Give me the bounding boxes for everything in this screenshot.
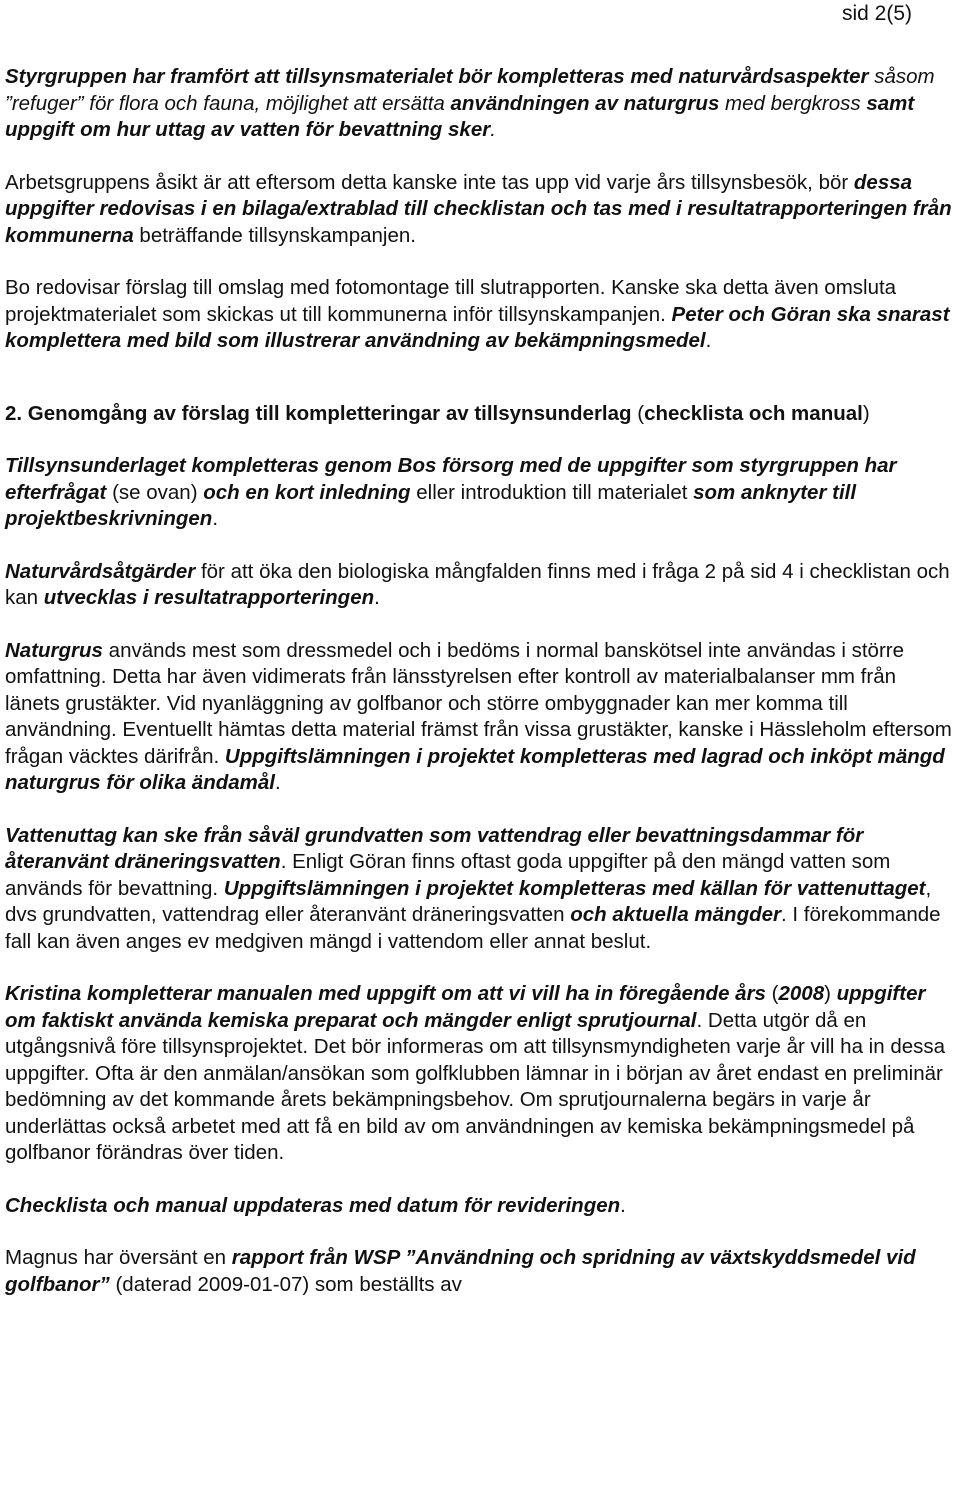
text-span: (daterad 2009-01-07) som beställts av	[109, 1272, 462, 1296]
text-span: utvecklas i resultatrapporteringen	[43, 586, 375, 609]
text-span: .	[274, 771, 281, 794]
text-span: .	[374, 586, 380, 609]
paragraph-styrgruppen	[5, 64, 955, 144]
text-span: Bo redovisar förslag till omslag med fotomontage till slutrapporten. Kanske ska detta även omsluta projektmaterialet som skickas ut till kommunerna inför tillsynskampanjen.	[5, 276, 897, 326]
paragraph-naturvardsatgarder	[5, 559, 955, 612]
text-span: .	[620, 1193, 626, 1217]
text-span: (	[631, 401, 645, 425]
text-span: . Enligt Göran finns oftast goda uppgifter på den mängd vatten som används för bevattning.	[5, 850, 891, 900]
text-span: användningen av naturgrus	[450, 91, 720, 115]
text-span: (	[765, 982, 779, 1005]
text-span: Peter och Göran ska snarast komplettera med bild som illustrerar användning av bekämpningsmedel	[5, 302, 950, 352]
text-span: Vattenuttag kan ske från såväl grundvatten som vattendrag eller bevattningsdammar för återanvänt dräneringsvatten	[5, 823, 864, 873]
text-span: 2. Genomgång av förslag till kompletteringar av tillsynsunderlag	[5, 401, 632, 425]
text-span: eller introduktion till materialet	[410, 480, 694, 504]
text-span: )	[824, 982, 837, 1005]
text-span: )	[862, 401, 870, 425]
paragraph-vattenuttag	[5, 823, 955, 956]
paragraph-bo-redovisar	[5, 275, 955, 355]
text-span: och aktuella mängder	[570, 903, 782, 926]
text-span: och en kort inledning	[203, 480, 411, 504]
text-span: .	[705, 329, 712, 352]
text-span: används mest som dressmedel och i bedöms i normal banskötsel inte användas i större omfattning. Detta har även vidimerats från länsstyrelsen efter kontroll av materialbalanser mm från länets grustäkter. Vid nyanläggning av golfbanor och större ombyggnader kan mer komma till användning. Eventuellt hämtas detta material främst från vissa grustäkter, kanske i Hässleholm eftersom frågan väcktes därifrån.	[5, 638, 952, 768]
text-span: Checklista och manual uppdateras med datum för revideringen	[5, 1193, 621, 1217]
paragraph-kristina	[5, 981, 955, 1167]
text-span: Kristina kompletterar manualen med uppgift om att vi vill ha in föregående års	[5, 982, 766, 1005]
paragraph-naturgrus	[5, 638, 955, 797]
text-span: Naturvårdsåtgärder	[5, 559, 196, 583]
text-span: Tillsynsunderlaget kompletteras genom Bos försorg med de uppgifter som styrgruppen har efterfrågat	[5, 454, 897, 504]
section-heading-2	[5, 401, 955, 428]
text-span: som anknyter till projektbeskrivningen	[5, 480, 857, 530]
text-span: för att öka den biologiska mångfalden finns med i fråga 2 på sid 4 i checklistan och kan	[5, 559, 950, 609]
paragraph-magnus	[5, 1245, 955, 1298]
text-span: Arbetsgruppens åsikt är att eftersom detta kanske inte tas upp vid varje års tillsynsbesök, bör	[5, 170, 854, 194]
text-span: . I förekommande fall kan även anges ev medgiven mängd i vattendom eller annat beslut.	[5, 903, 941, 953]
text-span: Uppgiftslämningen i projektet kompletteras med källan för vattenuttaget	[223, 876, 926, 900]
page-number: sid 2(5)	[841, 2, 912, 25]
text-span: såsom ”refuger” för flora och fauna, möjlighet att ersätta	[5, 65, 935, 115]
paragraph-tillsynsunderlaget	[5, 453, 955, 533]
paragraph-checklista	[5, 1193, 955, 1220]
text-span: Naturgrus	[5, 638, 103, 662]
text-span: rapport från WSP ”Användning och spridning av växtskyddsmedel vid golfbanor”	[5, 1246, 916, 1296]
text-span: checklista och manual	[644, 401, 863, 425]
text-span: uppgifter om faktiskt använda kemiska preparat och mängder enligt sprutjournal	[5, 982, 926, 1032]
text-span: beträffande tillsynskampanjen.	[133, 223, 416, 247]
text-span: . Detta utgör då en utgångsnivå före tillsynsprojektet. Det bör informeras om att tillsynsmyndigheten varje år vill ha in dessa uppgifter. Ofta är den anmälan/ansökan som golfklubben lämnar in i början av året endast en preliminär bedömning av det kommande årets bekämpningsbehov. Om sprutjournalerna begärs in varje år underlättas också arbetet med att få en bild av om användningen av kemiska bekämpningsmedel på golfbanor förändras över tiden.	[5, 1008, 946, 1164]
text-span: dessa uppgifter redovisas i en bilaga/extrablad till checklistan och tas med i resultatrapporteringen från kommunerna	[5, 170, 952, 247]
text-span: samt uppgift om hur uttag av vatten för bevattning sker	[5, 91, 915, 141]
text-span: .	[490, 118, 496, 141]
text-span: Styrgruppen har framfört att tillsynsmaterialet bör kompletteras med naturvårdsaspekter	[5, 65, 869, 88]
text-span: 2008	[778, 982, 825, 1005]
text-span: , dvs grundvatten, vattendrag eller återanvänt dräneringsvatten	[5, 876, 932, 926]
paragraph-arbetsgruppens	[5, 170, 955, 250]
text-span: (se ovan)	[106, 480, 204, 504]
text-span: med bergkross	[719, 91, 867, 115]
document-body	[5, 64, 955, 1298]
text-span: .	[212, 507, 219, 530]
text-span: Magnus har översänt en	[5, 1246, 232, 1269]
text-span: Uppgiftslämningen i projektet kompletteras med lagrad och inköpt mängd naturgrus för olika ändamål	[5, 744, 945, 794]
